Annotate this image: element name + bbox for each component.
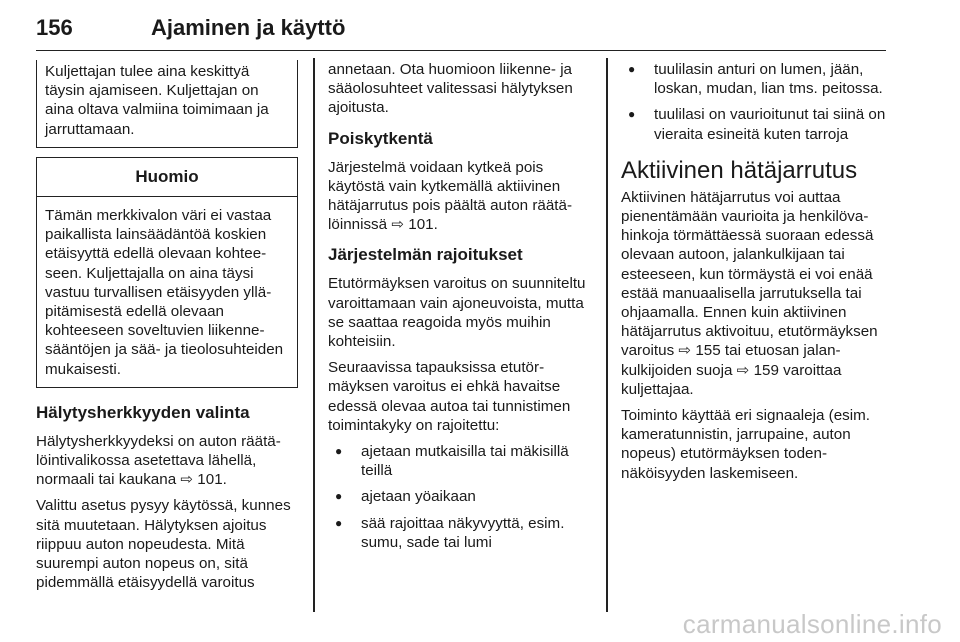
paragraph: Etutörmäyksen varoitus on suunniteltu varoittamaan vain ajoneuvoista, mutta se saattaa reagoida myös muihin kohteisiin.	[328, 275, 586, 351]
section-heading-limitations: Järjestelmän rajoitukset	[328, 245, 523, 265]
notice-text: Tämän merkkivalon väri ei vastaa paikallista lainsäädäntöä koskien etäisyyttä edellä olevaan kohteeseen. Kuljettajalla on aina täysi vastuu turvallisen etäisyyden ylläpitämisestä edellä olevaan kohteeseen soveltuvien liikennesääntöjen ja sää- ja tieolosuhteiden mukaisesti.	[45, 207, 284, 378]
list-item: ● tuulilasi on vaurioitunut tai siinä on vieraita esineitä kuten tarroja	[621, 105, 891, 143]
column-divider-2	[606, 58, 608, 612]
column-3	[621, 60, 891, 490]
paragraph: Valittu asetus pysyy käytössä, kunnes sitä muutetaan. Hälytyksen ajoitus riippuu auton nopeudesta. Mitä suurempi auton nopeus on, sitä pidemmällä etäisyydellä varoitus	[36, 497, 291, 592]
notice-box	[36, 157, 298, 388]
column-2	[328, 60, 590, 559]
paragraph: annetaan. Ota huomioon liikenne- ja sääolosuhteet valitessasi hälytyksen ajoitusta.	[328, 61, 573, 117]
warning-text: Kuljettajan tulee aina keskittyä täysin ajamiseen. Kuljettajan on aina oltava valmiina toimimaan ja jarruttamaan.	[45, 63, 269, 138]
watermark: carmanualsonline.info	[682, 609, 942, 639]
column-divider-1	[313, 58, 315, 612]
warning-box-continued	[36, 60, 298, 148]
page-header	[36, 8, 886, 51]
bullet-list	[328, 442, 590, 552]
column-1	[36, 60, 298, 599]
list-item: ● ajetaan mutkaisilla tai mäkisillä teillä	[328, 442, 590, 480]
paragraph: Toiminto käyttää eri signaaleja (esim. kameratunnistin, jarrupaine, auton nopeus) etutörmäyksen todennäköisyyden laskemiseen.	[621, 407, 871, 482]
paragraph: Seuraavissa tapauksissa etutörmäyksen varoitus ei ehkä havaitse edessä olevaa autoa tai tunnistimen toimintakyky on rajoitettu:	[328, 359, 571, 434]
page-number: 156	[36, 15, 73, 40]
section-heading-deactivation: Poiskytkentä	[328, 128, 433, 148]
paragraph: Järjestelmä voidaan kytkeä pois käytöstä vain kytkemällä aktiivinen hätäjarrutus pois päältä auton räätälöinnissä ⇨ 101.	[328, 158, 573, 234]
list-item: ● sää rajoittaa näkyvyyttä, esim. sumu, sade tai lumi	[328, 514, 590, 552]
notice-heading: Huomio	[37, 158, 297, 197]
paragraph: Aktiivinen hätäjarrutus voi auttaa pienentämään vaurioita ja henkilövahinkoja törmättäessä suoraan edessä olevaan autoon, jalankulkijaan tai esteeseen, kun törmäystä ei voi enää estää manuaalisella jarrutuksella tai ohjaamalla. Ennen kuin aktiivinen hätäjarrutus aktivoituu, etutörmäyksen varoitus ⇨ 155 tai etuosan jalankulkijoiden suoja ⇨ 159 varoittaa kuljettajaa.	[621, 188, 878, 398]
section-heading-sensitivity: Hälytysherkkyyden valinta	[36, 402, 250, 422]
chapter-title: Ajaminen ja käyttö	[151, 15, 346, 40]
list-item: ● tuulilasin anturi on lumen, jään, loskan, mudan, lian tms. peitossa.	[621, 60, 891, 98]
list-item: ● ajetaan yöaikaan	[328, 487, 590, 506]
paragraph: Hälytysherkkyydeksi on auton räätälöintivalikossa asetettava lähellä, normaali tai kaukana ⇨ 101.	[36, 432, 281, 489]
section-heading-emergency-braking: Aktiivinen hätäjarrutus	[621, 156, 858, 184]
bullet-list	[621, 60, 891, 144]
